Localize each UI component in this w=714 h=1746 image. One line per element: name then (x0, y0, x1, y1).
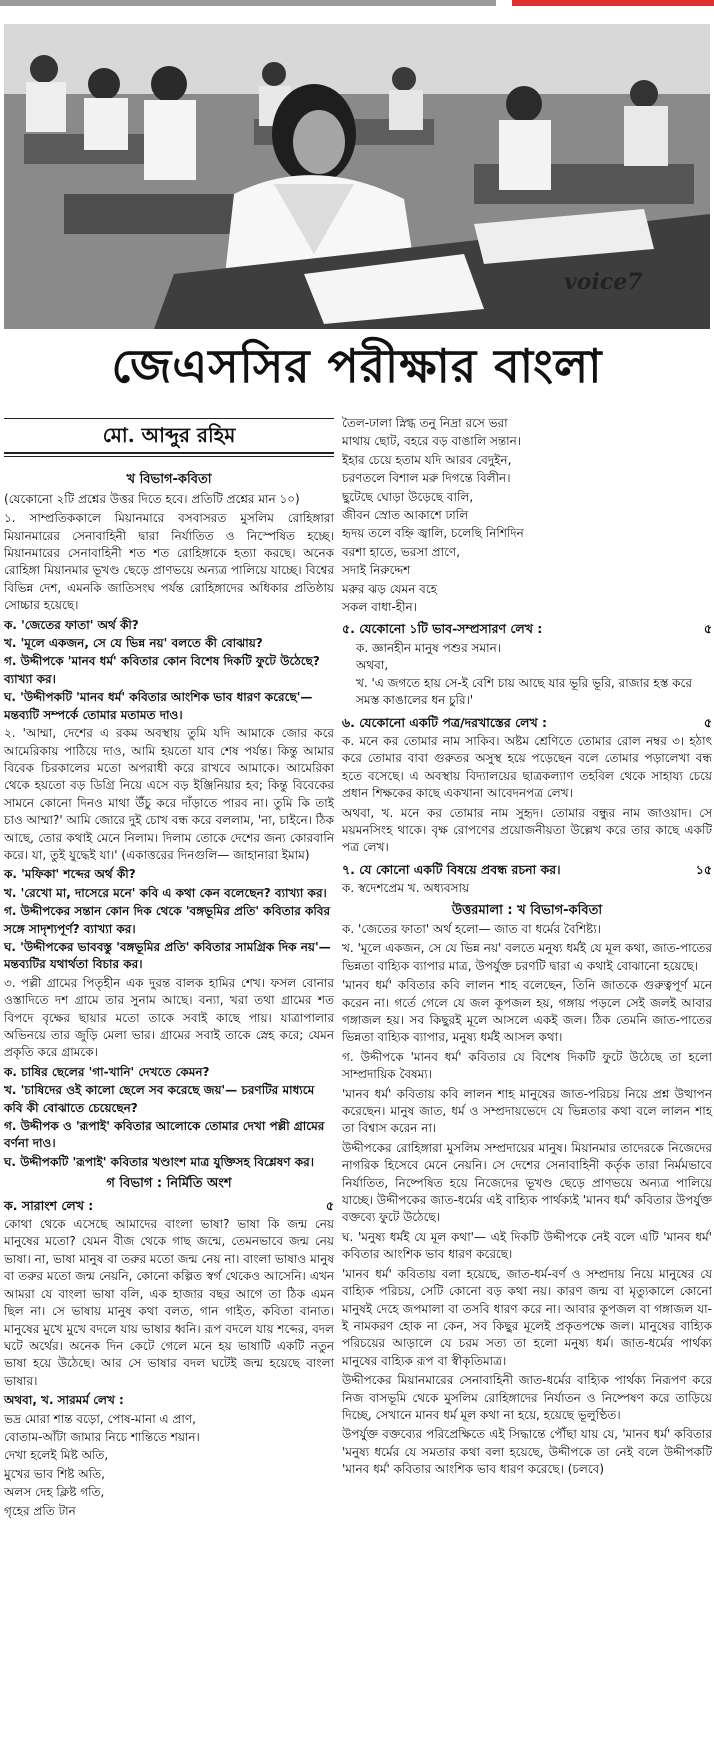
question-2-gha: ঘ. 'উদ্দীপকের ভাববস্তু 'বঙ্গভূমির প্রতি' কবিতার সামগ্রিক দিক নয়'— মন্তব্যটির যথার্থতা বিচার কর। (4, 939, 331, 972)
question-2-kha: খ. 'রেখো মা, দাসেরে মনে' কবি এ কথা কেন বলেছেন? ব্যাখ্যা কর। (4, 885, 327, 900)
answer-paragraph: 'মানব ধর্ম' কবিতায় কবি লালন শাহ মানুষের জাত-পরিচয় নিয়ে প্রশ্ন উত্থাপন করেছেন। মানুষ জাত, ধর্ম ও সম্প্রদায়ভেদে যে ভিন্নতার কথা বলে লালন শাহ তা বিশ্বাস করেন না। (342, 1086, 712, 1136)
poem-line: দেখা হলেই মিষ্ট অতি, (4, 1448, 109, 1463)
question-3-stem: ৩. পল্লী গ্রামের পিতৃহীন এক দুরন্ত বালক হামির শেখ। ফসল বোনার ওস্তাদিতে দশ গ্রামে তার সুনাম আছে। বন্যা, খরা তথা গ্রামের শত বিপদে বৃক্ষের ছায়ার মতো তাকে সবাই কাছে পায়। যাত্রাপালার অভিনয়ে তার জুড়ি মেলা ভার। গ্রামের সবাই তাকে স্নেহ করে; যেমন প্রকৃতি করে গ্রামকে। (4, 975, 334, 1060)
question-5-title: ৫. যেকোনো ১টি ভাব-সম্প্রসারণ লেখ : (342, 621, 543, 637)
answer-paragraph: ক. 'জেতের ফাতা' অর্থ হলো— জাত বা ধর্মের বৈশিষ্ট্য। (342, 921, 602, 936)
question-1-kha: খ. 'মূলে একজন, সে যে ভিন্ন নয়' বলতে কী বোঝায়? (4, 636, 263, 651)
answer-paragraph: ঘ. 'মনুষ্য ধর্মই যে মূল কথা'— এই দিকটি উদ্দীপকে নেই বলে এটি 'মানব ধর্ম' কবিতার আংশিক ভাব ধারণ করেছে। (342, 1229, 712, 1262)
poem-line: সকল বাধা-হীন। (342, 600, 417, 615)
question-2-stem: ২. 'আম্মা, দেশের এ রকম অবস্থায় তুমি যদি আমাকে জোর করে আমেরিকায় পাঠিয়ে দাও, আমি হয়তো যাব শেষ পর্যন্ত। কিন্তু আমার বিবেক চিরকালের মতো অপরাধী করে রাখবে আমাকে। আমেরিকা থেকে হয়তো বড় ডিগ্রি নিয়ে এসে বড় ইঞ্জিনিয়ার হব; কিন্তু বিবেকের সামনে কোনো দিনও মাথা উঁচু করে দাঁড়াতে পারব না। তুমি কি তাই চাও আম্মা?' আমি জোরে দুই চোখ বন্ধ করে বললাম, 'না, চাইনে। ঠিক আছে, তোর কথাই মেনে নিলাম। দিলাম তোকে দেশের জন্য কোরবানি করে। যা, তুই যুদ্ধেই যা।' (একাত্তরের দিনগুলি— জাহানারা ইমাম) (4, 726, 334, 862)
question-6-kha: অথবা, খ. মনে কর তোমার নাম সুহৃদ। তোমার বন্ধুর নাম জাওয়াদ। সে ময়মনসিংহ থাকে। বৃক্ষ রোপণের প্রয়োজনীয়তা উল্লেখ করে তার কাছে একটি পত্র লেখ। (342, 805, 712, 855)
question-6-mark: ৫ (703, 714, 712, 730)
question-5-header (342, 620, 712, 637)
author-byline: মো. আব্দুর রহিম (102, 423, 236, 447)
exam-hall-photo (4, 24, 710, 329)
top-color-bar (0, 0, 714, 8)
continued-marker: (চলবে) (567, 1462, 605, 1477)
answer-heading: উত্তরমালা : খ বিভাগ-কবিতা (451, 902, 603, 918)
poem-line: মুখের ভাব শিষ্ট অতি, (4, 1466, 105, 1481)
poem-line: তৈল-ঢালা স্নিগ্ধ তনু নিদ্রা রসে ভরা (342, 416, 508, 430)
poem-line: সদাই নিরুদ্দেশ (342, 563, 411, 578)
question-5-or: অথবা, (356, 658, 389, 673)
question-7-title: ৭. যে কোনো একটি বিষয়ে প্রবন্ধ রচনা কর। (342, 861, 561, 877)
poem-line: অলস দেহ ক্লিষ্ট গতি, (4, 1485, 105, 1500)
question-6-title: ৬. যেকোনো একটি পত্র/দরখাস্তের লেখ : (342, 714, 548, 730)
poem-block-1 (4, 1411, 334, 1520)
question-1-stem: ১. সাম্প্রতিককালে মিয়ানমারে বসবাসরত মুসলিম রোহিঙ্গারা মিয়ানমারের সেনাবাহিনী দ্বারা নির্যাতিত ও নিস্পেষিত হচ্ছে। মিয়ানমারের সেনাবাহিনী শত শত রোহিঙ্গাকে হত্যা করছে। অনেক রোহিঙ্গা মিয়ানমার ভূখণ্ড ছেড়ে প্রাণভয়ে অন্যত্র পালিয়ে যাচ্ছে। বিশ্বের বিভিন্ন দেশ, এমনকি জাতিসংঘ পর্যন্ত রোহিঙ্গাদের অধিকার প্রতিষ্ঠায় সোচ্চার হয়েছে। (4, 511, 334, 613)
question-4-header (4, 1197, 334, 1214)
answer-paragraph: গ. উদ্দীপকে 'মানব ধর্ম' কবিতার যে বিশেষ দিকটি ফুটে উঠেছে তা হলো সাম্প্রদায়িক বৈষম্য। (342, 1049, 712, 1082)
answer-paragraph: 'মানব ধর্ম' কবিতায় বলা হয়েছে, জাত-ধর্ম-বর্ণ ও সম্প্রদায় নিয়ে মানুষের যে বাহ্যিক পরিচয়, সেটি কোনো বড় কথা নয়। কারণ জন্ম বা মৃত্যুকালে কোনো মানুষই দেহে জপমালা বা তসবি ধারণ করে না। আবার কূপজল বা গঙ্গাজল যা-ই নামকরণ হোক না কেন, সব কিছুর মূলেই প্রকৃতপক্ষে জল। মানুষের বাহ্যিক পরিচয়ের আড়ালে যে চরম সত্য তা হলো মনুষ্য ধর্ম। জাত-ধর্মের পার্থক্য মানুষের বাহ্যিক রূপ বা স্বীকৃতিমাত্র। (342, 1266, 712, 1368)
question-4-text: কোথা থেকে এসেছে আমাদের বাংলা ভাষা? ভাষা কি জন্ম নেয় মানুষের মতো? যেমন বীজ থেকে গাছ জন্মে, তেমনভাবে জন্ম নেয় ভাষা। না, ভাষা মানুষ বা তরুর মতো জন্ম নেয় না। বাংলা ভাষাও মানুষ বা তরুর মতো জন্ম নেয়নি, কোনো কল্পিত স্বর্গ থেকেও আসেনি। এখন আমরা যে বাংলা ভাষা বলি, এক হাজার বছর আগে তা ঠিক এমন ছিল না। সে ভাষায় মানুষ কথা বলত, গান গাইত, কবিতা বানাত। মানুষের মুখে মুখে বদলে যায় ভাষার ধ্বনি। রূপ বদলে যায় শব্দের, বদল ঘটে অর্থের। অনেক দিন কেটে গেলে মনে হয় ভাষাটি একটি নতুন ভাষা হয়ে উঠেছে। আর সে ভাষার বদল ঘটেই জন্ম হয়েছে বাংলা ভাষার। (4, 1217, 334, 1388)
question-6-ka: ক. মনে কর তোমার নাম সাকিব। অষ্টম শ্রেণিতে তোমার রোল নম্বর ৩। হঠাৎ করে তোমার বাবা গুরুতর অসুস্থ হয়ে পড়েছেন বলে তোমার পড়ালেখা বন্ধ হতে বসেছে। এ অবস্থায় বিদ্যালয়ের ছাত্রকল্যাণ তহবিল থেকে সাহায্য চেয়ে প্রধান শিক্ষকের কাছে একখানা আবেদনপত্র লেখ। (342, 733, 712, 801)
byline-bottom-rule (4, 452, 334, 457)
question-7-mark: ১৫ (695, 861, 712, 877)
question-2-ka: ক. 'মফিকা' শব্দের অর্থ কী? (4, 867, 136, 882)
top-bar-red (512, 0, 714, 6)
question-6-header (342, 714, 712, 731)
poem-line: জীবন স্রোত আকাশে ঢালি (342, 508, 469, 523)
poem-line: ভদ্র মোরা শান্ত বড়ো, পোষ-মানা এ প্রাণ, (4, 1411, 196, 1426)
instruction-text: (যেকোনো ২টি প্রশ্নের উত্তর দিতে হবে। প্রতিটি প্রশ্নের মান ১০) (4, 491, 300, 506)
question-4-mark: ৫ (325, 1197, 334, 1213)
poem-line: গৃহের প্রতি টান (4, 1503, 76, 1518)
question-3-kha: খ. 'চাষিদের ওই কালো ছেলে সব করেছে জয়'— চরণটির মাধ্যমে কবি কী বোঝাতে চেয়েছেন? (4, 1083, 315, 1115)
poem-line: বরশা হাতে, ভরসা প্রাণে, (342, 544, 461, 559)
top-bar-gray (0, 0, 496, 6)
question-4-title: ক. সারাংশ লেখ : (4, 1197, 94, 1213)
question-1-ka: ক. 'জেতের ফাতা' অর্থ কী? (4, 617, 139, 632)
poem-line: ইহার চেয়ে হতাম যদি আরব বেদুইন, (342, 452, 512, 467)
poem-line: বোতাম-আঁটা জামার নিচে শান্তিতে শয়ান। (4, 1429, 200, 1444)
question-5-mark: ৫ (703, 621, 712, 637)
question-7-header (342, 861, 712, 878)
poem-block-2 (342, 415, 712, 616)
answer-paragraph: উদ্দীপকের রোহিঙ্গারা মুসলিম সম্প্রদায়ের মানুষ। মিয়ানমার তাদেরকে নিজেদের নাগরিক হিসেবে মেনে নেয়নি। সে দেশের সেনাবাহিনী কর্তৃক তারা নির্মমভাবে নির্যাতিত, নিষ্পেষিত হয়ে নিজেদের ভূখণ্ড ছেড়ে প্রাণভয়ে অন্যত্র পালিয়ে যাচ্ছে। উদ্দীপকের জাত-ধর্মের এই বাহ্যিক পার্থক্যই 'মানব ধর্ম' কবিতার উপর্যুক্ত বক্তব্যে ফুটে উঠেছে। (342, 1140, 712, 1225)
answer-paragraph (342, 1426, 712, 1478)
question-1-gha: ঘ. 'উদ্দীপকটি 'মানব ধর্ম' কবিতার আংশিক ভাব ধারণ করেছে'— মন্তব্যটি সম্পর্কে তোমার মতামত দাও। (4, 690, 313, 722)
right-column (342, 414, 712, 1481)
poem-line: হৃদয় তলে বহ্নি জ্বালি, চলেছি নিশিদিন (342, 526, 524, 541)
question-3-gha: ঘ. উদ্দীপকটি 'রূপাই' কবিতার খণ্ডাংশ মাত্র যুক্তিসহ বিশ্লেষণ কর। (4, 1154, 315, 1169)
section-heading-kha: খ বিভাগ-কবিতা (126, 472, 212, 488)
poem-line: মরুর ঝড় যেমন বহে (342, 581, 437, 596)
left-column (4, 414, 334, 1521)
photo-watermark: voice7 (564, 269, 643, 295)
answer-final-text: উপর্যুক্ত বক্তব্যের পরিপ্রেক্ষিতে এই সিদ্ধান্তে পৌঁছা যায় যে, 'মানব ধর্ম' কবিতার 'মনুষ্য ধর্মের যে সমতার কথা বলা হয়েছে, উদ্দীপকে তা নেই বলে উদ্দীপকটি 'মানব ধর্ম' কবিতার আংশিক ভাব ধারণ করেছে। (342, 1427, 712, 1477)
answer-paragraph: খ. 'মূলে একজন, সে যে ভিন্ন নয়' বলতে মনুষ্য ধর্মই যে মূল কথা, জাত-পাতের ভিন্নতা বাহ্যিক ব্যাপার মাত্র, উপর্যুক্ত চরণটি দ্বারা এ কথাই বোঝানো হয়েছে। (342, 941, 712, 973)
poem-line: মাথায় ছোট, বহরে বড় বাঙালি সন্তান। (342, 434, 522, 449)
page-title: জেএসসির পরীক্ষার বাংলা (111, 339, 603, 393)
answer-paragraph: 'মানব ধর্ম' কবিতার কবি লালন শাহ বলেছেন, তিনি জাতকে গুরুত্বপূর্ণ মনে করেন না। গর্তে গেলে যে জল কূপজল হয়, গঙ্গায় পড়লে সেই জলই আবার গঙ্গাজল হয়। সব কিছুরই মূলে আসলে একই জল। ঠিক তেমনি জাত-পাতের ভিন্নতা বাহ্যিক ব্যাপার, মনুষ্য ধর্মই আসল কথা। (342, 978, 712, 1045)
poem-line: চরণতলে বিশাল মরু দিগন্তে বিলীন। (342, 471, 511, 486)
question-4-alternative: অথবা, খ. সারমর্ম লেখ : (4, 1393, 124, 1408)
answer-paragraph: উদ্দীপকের মিয়ানমারের সেনাবাহিনী জাত-ধর্মের বাহ্যিক পার্থক্য নিরূপণ করে নিজ বাসভূমি থেকে মুসলিম রোহিঙ্গাদের নির্যাতন ও নিষ্পেষণ করে তাড়িয়ে দিচ্ছে, সেখানে মানব ধর্ম মূল কথা না হয়ে, হয়েছে ভূলুণ্ঠিত। (342, 1373, 712, 1422)
section-heading-ga: গ বিভাগ : নির্মিতি অংশ (106, 1176, 232, 1192)
question-2-ga: গ. উদ্দীপকের সন্তান কোন দিক থেকে 'বঙ্গভূমির প্রতি' কবিতার কবির সঙ্গে সাদৃশ্যপূর্ণ? ব্যাখ্যা কর। (4, 904, 331, 936)
question-5-kha: খ. 'এ জগতে হায় সে-ই বেশি চায় আছে যার ভূরি ভূরি, রাজার হস্ত করে সমস্ত কাঙালের ধন চুরি।' (356, 675, 692, 708)
question-3-ka: ক. চাষির ছেলের 'গা-খানি' দেখতে কেমন? (4, 1064, 210, 1079)
question-1-ga: গ. উদ্দীপকে 'মানব ধর্ম' কবিতার কোন বিশেষ দিকটি ফুটে উঠেছে? ব্যাখ্যা কর। (4, 654, 320, 686)
poem-line: ছুটেছে ঘোড়া উড়েছে বালি, (342, 489, 474, 504)
question-3-ga: গ. উদ্দীপক ও 'রূপাই' কবিতার আলোকে তোমার দেখা পল্লী গ্রামের বর্ণনা দাও। (4, 1119, 325, 1151)
question-5-ka: ক. জ্ঞানহীন মানুষ পশুর সমান। (356, 640, 502, 655)
question-7-options: ক. স্বদেশপ্রেম খ. অধ্যবসায় (342, 881, 470, 896)
